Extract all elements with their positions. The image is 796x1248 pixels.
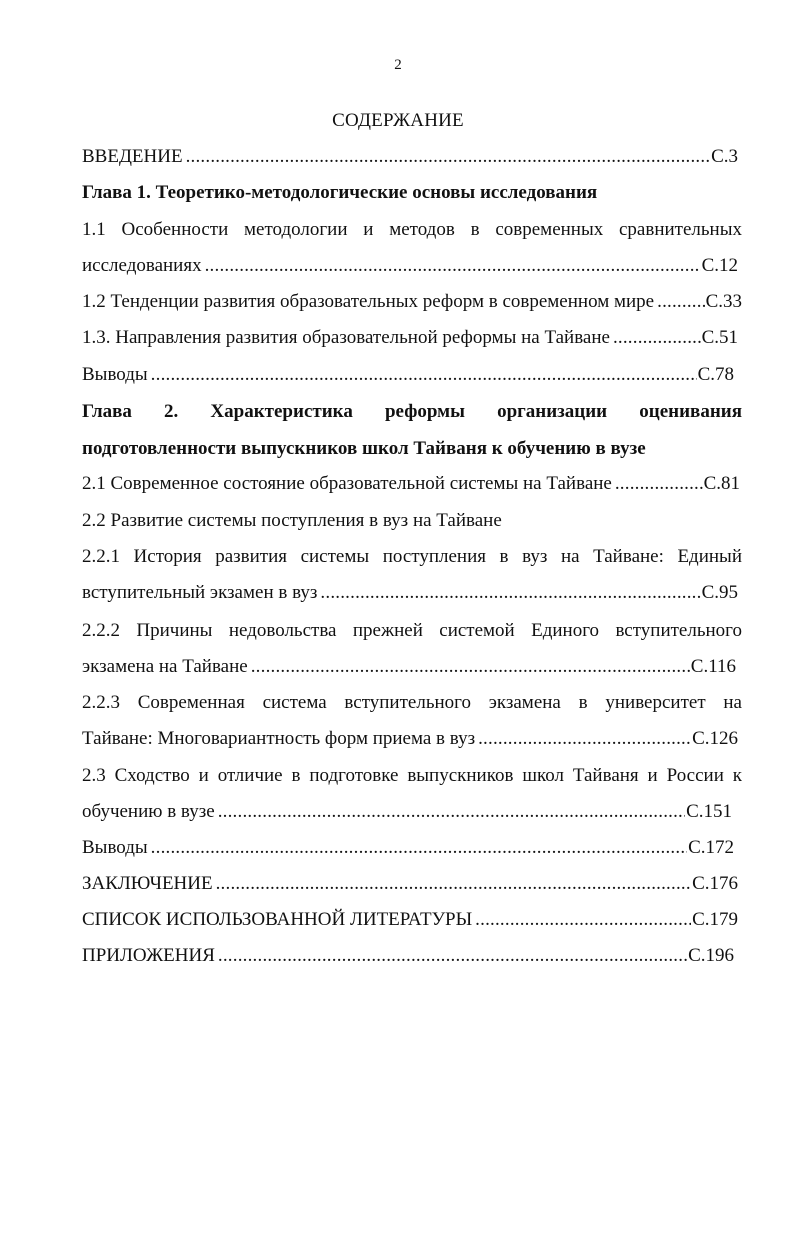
toc-entry-2-2-1-line1[interactable]: 2.2.1 История развития системы поступления в вуз на Тайване: Единый [82, 546, 742, 567]
toc-entry-2-2[interactable]: 2.2 Развитие системы поступления в вуз на Тайване [82, 510, 502, 531]
toc-title: СОДЕРЖАНИЕ [332, 110, 464, 131]
toc-entry-2-2-3-line1[interactable]: 2.2.3 Современная система вступительного экзамена в университет на [82, 692, 742, 713]
toc-entry-2-2-3[interactable] [82, 722, 738, 756]
toc-entry-title: 1.2 Тенденции развития образовательных реформ в современном мире [82, 291, 655, 312]
toc-entry-conclusions-2[interactable] [82, 831, 734, 865]
chapter-2-heading-line2[interactable]: подготовленности выпускников школ Тайваня к обучению в вузе [82, 438, 646, 459]
dot-leader [205, 249, 701, 283]
dot-leader [657, 285, 704, 319]
toc-entry-page: С.151 [686, 801, 732, 822]
toc-entry-2-2-1[interactable] [82, 576, 738, 610]
toc-entry-2-3[interactable] [82, 795, 732, 829]
toc-entry-2-1[interactable] [82, 467, 740, 501]
toc-entry-2-3-line1[interactable]: 2.3 Сходство и отличие в подготовке выпускников школ Тайваня и России к [82, 765, 742, 786]
dot-leader [151, 358, 697, 392]
dot-leader [216, 867, 691, 901]
toc-entry-page: С.3 [711, 146, 738, 167]
toc-entry-page: С.78 [697, 364, 734, 385]
toc-entry-conclusions-1[interactable] [82, 358, 734, 392]
toc-entry-title: 2.1 Современное состояние образовательной системы на Тайване [82, 473, 612, 494]
toc-entry-page: С.172 [688, 837, 734, 858]
toc-entry-page: С.33 [705, 291, 742, 312]
toc-entry-bibliography[interactable] [82, 903, 738, 937]
chapter-2-heading-line1[interactable]: Глава 2. Характеристика реформы организации оценивания [82, 401, 742, 422]
toc-entry-title: исследованиях [82, 255, 202, 276]
page-number: 2 [394, 57, 402, 73]
toc-entry-title: экзамена на Тайване [82, 656, 248, 677]
dot-leader [251, 650, 690, 684]
chapter-1-heading[interactable]: Глава 1. Теоретико-методологические основы исследования [82, 182, 598, 203]
dot-leader [613, 321, 701, 355]
toc-entry-page: С.116 [690, 656, 736, 677]
dot-leader [320, 576, 700, 610]
toc-entry-intro[interactable] [82, 140, 738, 174]
toc-entry-title: ВВЕДЕНИЕ [82, 146, 183, 167]
toc-entry-appendix[interactable] [82, 939, 734, 973]
toc-entry-page: С.12 [701, 255, 738, 276]
toc-entry-title: вступительный экзамен в вуз [82, 582, 318, 603]
toc-entry-title: ПРИЛОЖЕНИЯ [82, 945, 215, 966]
dot-leader [218, 939, 687, 973]
toc-entry-title: ЗАКЛЮЧЕНИЕ [82, 873, 213, 894]
toc-entry-page: С.176 [692, 873, 738, 894]
toc-entry-page: С.196 [688, 945, 734, 966]
dot-leader [186, 140, 710, 174]
toc-entry-title: Выводы [82, 837, 148, 858]
toc-entry-page: С.95 [701, 582, 738, 603]
toc-entry-1-2[interactable] [82, 285, 742, 319]
toc-entry-page: С.126 [692, 728, 738, 749]
toc-entry-title: 1.3. Направления развития образовательной реформы на Тайване [82, 327, 610, 348]
dot-leader [615, 467, 703, 501]
toc-entry-1-1[interactable] [82, 249, 738, 283]
toc-entry-conclusion[interactable] [82, 867, 738, 901]
toc-entry-page: С.51 [701, 327, 738, 348]
dot-leader [475, 903, 691, 937]
toc-entry-1-1-line1[interactable]: 1.1 Особенности методологии и методов в современных сравнительных [82, 219, 742, 240]
dot-leader [478, 722, 691, 756]
dot-leader [151, 831, 687, 865]
toc-entry-page: С.81 [703, 473, 740, 494]
toc-entry-title: обучению в вузе [82, 801, 215, 822]
toc-entry-2-2-2-line1[interactable]: 2.2.2 Причины недовольства прежней системой Единого вступительного [82, 620, 742, 641]
toc-entry-page: С.179 [692, 909, 738, 930]
dot-leader [218, 795, 685, 829]
toc-entry-1-3[interactable] [82, 321, 738, 355]
toc-entry-title: Выводы [82, 364, 148, 385]
toc-entry-2-2-2[interactable] [82, 650, 736, 684]
toc-entry-title: СПИСОК ИСПОЛЬЗОВАННОЙ ЛИТЕРАТУРЫ [82, 909, 473, 930]
toc-entry-title: Тайване: Многовариантность форм приема в вуз [82, 728, 476, 749]
